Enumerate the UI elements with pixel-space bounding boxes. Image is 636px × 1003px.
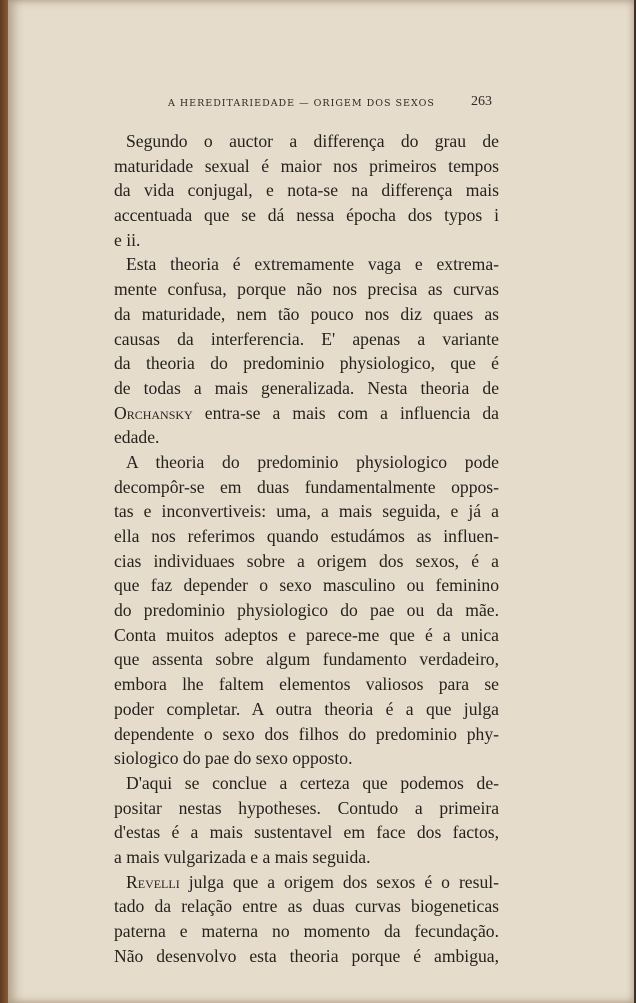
text-line [114,401,499,426]
line-text: A theoria do predominio physiologico pode [126,451,499,472]
line-text: de todas a mais generalizada. Nesta theoria de [114,377,499,398]
text-line [114,425,499,450]
text-line [114,376,499,401]
paragraph [114,450,499,771]
line-text: embora lhe faltem elementos valiosos para se [114,674,499,695]
line-text: positar nestas hypotheses. Contudo a primeira [114,797,499,818]
book-binding-edge [0,0,8,1003]
line-text: Conta muitos adeptos e parece-me que é a unica [114,624,499,645]
line-text: do predominio physiologico do pae ou da mãe. [114,600,499,621]
text-line [114,129,499,154]
text-line [114,499,499,524]
paragraph [114,129,499,252]
line-text: decompôr-se em duas fundamentalmente oppos- [114,476,499,497]
text-line [114,598,499,623]
text-line [114,771,499,796]
line-text: cias individuaes sobre a origem dos sexos, é a [114,550,499,571]
text-line [114,549,499,574]
line-text: paterna e materna no momento da fecundação. [114,921,499,941]
line-text: accentuada que se dá nessa épocha dos typos i [114,205,499,226]
text-line [114,944,499,969]
text-line [114,796,499,821]
line-text: mente confusa, porque não nos precisa as curvas [114,279,499,300]
running-title: A HEREDITARIEDADE — ORIGEM DOS SEXOS [168,98,435,109]
line-text: tas e inconvertiveis: uma, a mais seguida, e já a [114,501,499,522]
text-line [114,252,499,277]
page-number: 263 [471,94,492,109]
line-text: maturidade sexual é maior nos primeiros tempos [114,155,499,176]
text-line [114,475,499,500]
text-line [114,154,499,179]
text-line [114,573,499,598]
text-line [114,327,499,352]
text-line [114,450,499,475]
line-text: da vida conjugal, e nota-se na differença mais [114,180,499,201]
text-line [114,277,499,302]
line-text: tado da relação entre as duas curvas biogeneticas [114,896,499,917]
line-text: dependente o sexo dos filhos do predominio phy- [114,723,499,744]
line-text: e ii. [114,229,141,250]
line-text: da maturidade, nem tão pouco nos diz quaes as [114,303,499,324]
text-line [114,894,499,919]
book-page [8,0,634,1003]
author-name: Orchansky [114,402,193,423]
text-line [114,820,499,845]
line-text: Segundo o auctor a differença do grau de [126,131,499,151]
author-name: Revelli [126,871,180,892]
paragraph [114,252,499,450]
paragraph [114,870,499,969]
body-text [114,129,499,968]
line-text: ella nos referimos quando estudámos as influen- [114,526,499,546]
line-text: julga que a origem dos sexos é o resul- [179,871,499,892]
text-line [114,524,499,549]
line-text: entra-se a mais com a influencia da [192,402,499,423]
text-line [114,351,499,376]
text-line [114,746,499,771]
line-text: D'aqui se conclue a certeza que podemos de- [126,772,499,793]
line-text: da theoria do predominio physiologico, que é [114,353,499,374]
text-line [114,647,499,672]
paragraph [114,771,499,870]
line-text: Não desenvolvo esta theoria porque é ambigua, [114,945,499,966]
line-text: siologico do pae do sexo opposto. [114,748,353,769]
text-line [114,845,499,870]
page-header [8,92,634,112]
line-text: a mais vulgarizada e a mais seguida. [114,846,371,867]
text-line [114,672,499,697]
line-text: poder completar. A outra theoria é a que julga [114,698,499,719]
line-text: Esta theoria é extremamente vaga e extrema- [126,254,499,275]
text-line [114,203,499,228]
line-text: d'estas é a mais sustentavel em face dos factos, [114,822,499,843]
text-line [114,722,499,747]
text-line [114,870,499,895]
line-text: que assenta sobre algum fundamento verdadeiro, [114,649,499,670]
text-line [114,919,499,944]
line-text: edade. [114,427,160,448]
text-line [114,228,499,253]
text-line [114,178,499,203]
text-line [114,302,499,327]
line-text: causas da interferencia. E' apenas a variante [114,328,499,349]
text-line [114,697,499,722]
line-text: que faz depender o sexo masculino ou feminino [114,575,499,596]
text-line [114,623,499,648]
